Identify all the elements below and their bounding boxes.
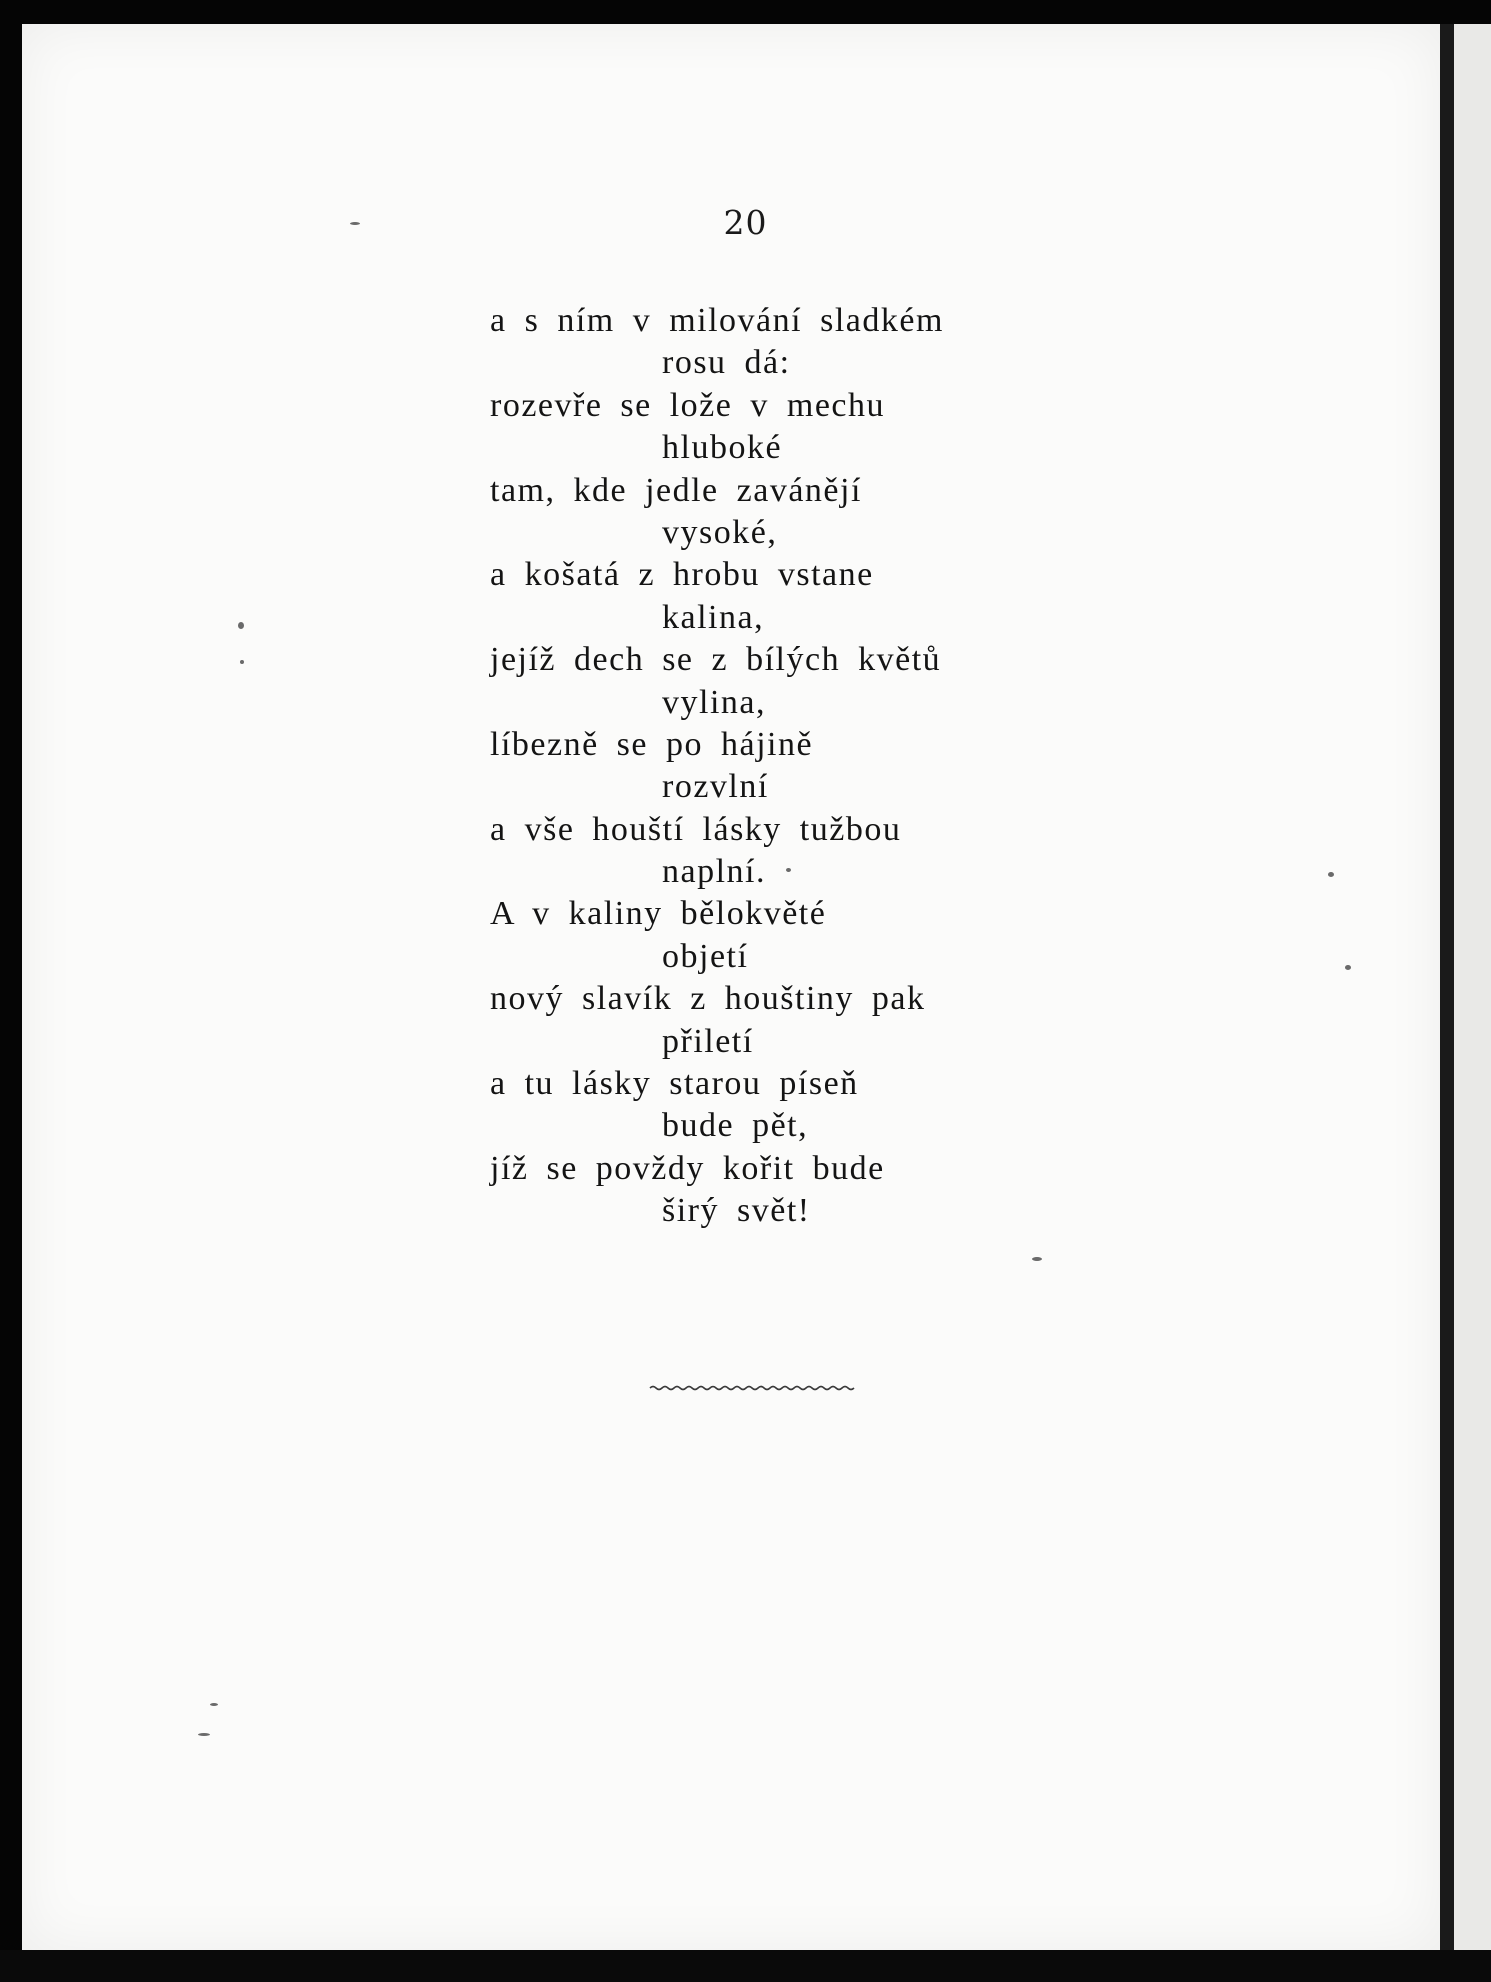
- poem-line: a košatá z hrobu vstane: [490, 556, 874, 594]
- paper-speck: [198, 1733, 210, 1736]
- paper-speck: [238, 622, 244, 629]
- poem-line: nový slavík z houštiny pak: [490, 980, 926, 1018]
- poem-line: tam, kde jedle zavánějí: [490, 471, 862, 509]
- poem-line: a vše houští lásky tužbou: [490, 810, 902, 848]
- poem-line-continuation: přiletí: [662, 1022, 754, 1060]
- paper-speck: [1328, 872, 1334, 877]
- next-page-strip: [1454, 24, 1491, 1950]
- poem-line: jejíž dech se z bílých květů: [490, 641, 942, 679]
- poem-line-continuation: rozvlní: [662, 768, 769, 806]
- end-ornament-line: [648, 1382, 858, 1394]
- scan-bottom-border: [0, 1950, 1491, 1982]
- poem-line-continuation: širý svět!: [662, 1192, 811, 1230]
- poem-line-continuation: rosu dá:: [662, 344, 791, 382]
- paper-speck: [240, 660, 244, 664]
- poem-line: a s ním v milování sladkém: [490, 302, 944, 339]
- poem-line-continuation: hluboké: [662, 429, 783, 467]
- paper-speck: [1345, 965, 1351, 970]
- poem-line-continuation: naplní.: [662, 853, 766, 891]
- paper-speck: [210, 1703, 218, 1706]
- page-number: 20: [723, 203, 768, 242]
- paper-speck: [786, 868, 791, 872]
- poem-line-continuation: objetí: [662, 937, 749, 975]
- poem-line: jíž se povždy kořit bude: [490, 1149, 885, 1187]
- poem-line: rozevře se lože v mechu: [490, 386, 885, 424]
- poem-line-continuation: bude pět,: [662, 1107, 809, 1145]
- poem-line-continuation: kalina,: [662, 598, 765, 636]
- paper-speck: [1032, 1257, 1042, 1261]
- poem-line: a tu lásky starou píseň: [490, 1065, 859, 1103]
- poem-line-continuation: vylina,: [662, 683, 766, 721]
- poem-line: A v kaliny bělokvěté: [490, 895, 827, 933]
- poem-line: líbezně se po hájině: [490, 725, 814, 763]
- poem-line-continuation: vysoké,: [662, 513, 778, 551]
- paper-speck: [350, 222, 360, 225]
- poem-text: [490, 300, 1050, 1233]
- page-edge-shadow: [1440, 24, 1454, 1950]
